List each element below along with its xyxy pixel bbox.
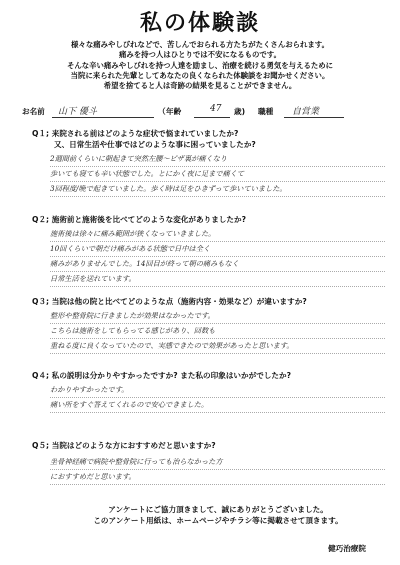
answer-line: 歩いても寝ても辛い状態でした。とにかく夜に足まで痛くて (50, 167, 385, 182)
page-title: 私の体験談 (139, 11, 260, 36)
answer-line: 重ねる度に良くなっていたので、実感できたので効果があったと思います。 (50, 339, 385, 354)
question-2: Q２; 施術前と施術後を比べてどのような変化がありましたか? (32, 215, 246, 224)
age-label: 年齢 (166, 107, 182, 116)
intro-line: 痛みを持つ人はひとりでは不安になるものです。 (118, 50, 281, 60)
answer-line: こちらは施術をしてもらってる感じがあり、回数も (50, 324, 385, 339)
intro-line: 様々な痛みやしびれなどで、苦しんでおられる方たちがたくさんおられます。 (71, 40, 329, 49)
job-value: 自営業 (292, 107, 320, 117)
intro-text (22, 40, 378, 91)
name-label: お名前 (22, 107, 45, 116)
answer-line: 3回程度/晩で起きていました。歩く時は足をひきずって歩いていました。 (50, 182, 385, 197)
answer-line: わかりやすかったです。 (50, 383, 385, 398)
question-5: Q５; 当院はどのような方におすすめだと思いますか? (32, 441, 216, 450)
question-1-line-b: 又、日常生活や仕事ではどのような事に困っていましたか? (54, 140, 256, 149)
age-value: 47 (210, 104, 222, 114)
footer-line: アンケートにご協力頂きまして、誠にありがとうございました。 (108, 505, 328, 514)
age-unit: 歳) (234, 107, 246, 116)
answer-line: 痛い所をすぐ答えてくれるので安心できました。 (50, 398, 385, 413)
intro-line: そんな辛い痛みやしびれを持つ人達を励まし、治療を続ける勇気を与えるために (66, 60, 334, 70)
question-4: Q４; 私の説明は分かりやすかったですか? また私の印象はいかがでしたか? (32, 371, 291, 380)
name-value: 山下 優斗 (58, 107, 97, 117)
answer-1 (50, 152, 385, 197)
question-1-line-a: Q１; 来院される前はどのような症状で悩まれていましたか? (32, 129, 239, 138)
footer-text (68, 505, 368, 526)
answer-3 (50, 309, 385, 354)
job-label: 職種 (258, 107, 274, 116)
answer-line: 坐骨神経痛で病院や整骨院に行っても治らなかった方 (50, 455, 385, 470)
respondent-info: お名前 山下 優斗 （ 年齢 47 歳) 職種 自営業 (22, 104, 382, 118)
answer-line: 日常生活を送れています。 (50, 272, 385, 287)
footer-line: このアンケート用紙は、ホームページやチラシ等に掲載させて頂きます。 (93, 515, 343, 525)
answer-2 (50, 227, 385, 287)
intro-line: 当院に来られた先輩としてあなたの良くなられた体験談をお聞かせください。 (70, 70, 330, 80)
intro-line: 希望を捨てると人は奇跡の結果を見ることができません。 (103, 81, 297, 91)
answer-4 (50, 383, 385, 413)
answer-line: 痛みがありませんでした。14回目が終って朝の痛みもなく (50, 257, 385, 272)
answer-5 (50, 455, 385, 485)
answer-line: 整形や整骨院に行きましたが効果はなかったです。 (50, 309, 385, 324)
answer-line: におすすめだと思います。 (50, 470, 385, 485)
answer-line: 10回くらいで朝だけ痛みがある状態で日中は全く (50, 242, 385, 257)
clinic-name: 健巧治療院 (328, 544, 366, 553)
answer-line: 施術後は徐々に痛み範囲が狭くなっていきました。 (50, 227, 385, 242)
question-1 (32, 128, 392, 150)
question-3: Q３; 当院は他の院と比べてどのような点（施術内容・効果など）が違いますか? (32, 297, 307, 306)
answer-line: 2週間前くらいに朝起きて突然左腰～ピザ裏が痛くなり (50, 152, 385, 167)
